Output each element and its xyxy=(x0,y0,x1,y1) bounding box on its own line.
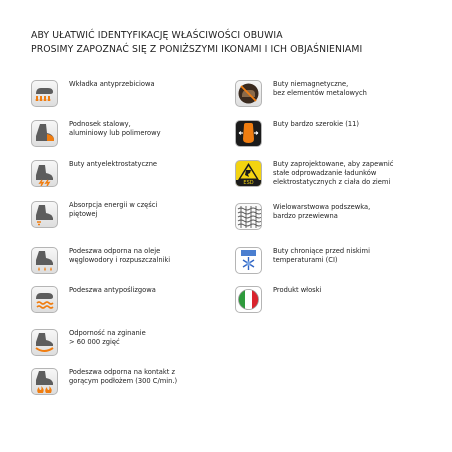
antistatic-icon xyxy=(31,160,58,187)
heel-energy-absorption-icon xyxy=(31,201,58,228)
feature-text: Buty niemagnetyczne, xyxy=(273,80,349,88)
feature-text: Buty antyelektrostatyczne xyxy=(69,160,158,168)
feature-text: Podeszwa odporna na oleje xyxy=(69,247,161,255)
feature-item-flex-resistance xyxy=(31,329,146,356)
made-in-italy-icon xyxy=(235,286,262,313)
feature-text: Buty bardzo szerokie (11) xyxy=(273,120,359,128)
feature-text: Buty zaprojektowane, aby zapewnić xyxy=(273,160,394,168)
feature-item-antistatic xyxy=(31,160,157,187)
multilayer-lining-icon xyxy=(235,203,262,230)
feature-text: Podeszwa antypoślizgowa xyxy=(69,286,156,294)
header-line-1: ABY UŁATWIĆ IDENTYFIKACJĘ WŁAŚCIWOŚCI OBUWIA xyxy=(31,30,283,41)
feature-text: bardzo przewiewna xyxy=(273,212,338,220)
feature-item-heat-resistant xyxy=(31,368,177,395)
page-header xyxy=(31,29,441,57)
feature-text: Buty chroniące przed niskimi xyxy=(273,247,370,255)
heat-resistant-sole-icon xyxy=(31,368,58,395)
feature-item-cold-protection xyxy=(235,247,370,274)
feature-item-non-magnetic xyxy=(235,80,367,107)
wide-fit-icon xyxy=(235,120,262,147)
feature-text: > 60 000 zgięć xyxy=(69,338,120,346)
esd-badge-label: ESD xyxy=(236,180,261,186)
feature-text: Podnosek stalowy, xyxy=(69,120,131,128)
flex-resistance-icon xyxy=(31,329,58,356)
feature-item-antislip xyxy=(31,286,156,313)
feature-text: Produkt włoski xyxy=(273,286,322,294)
feature-text: Wielowarstwowa podszewka, xyxy=(273,203,371,211)
feature-item-made-in-italy xyxy=(235,286,321,313)
feature-item-esd xyxy=(235,160,393,187)
feature-text: Wkładka antyprzebiciowa xyxy=(69,80,155,88)
non-magnetic-icon xyxy=(235,80,262,107)
feature-item-antiperforation xyxy=(31,80,155,107)
feature-item-multilayer-lining xyxy=(235,203,370,230)
header-line-2: PROSIMY ZAPOZNAĆ SIĘ Z PONIŻSZYMI IKONAMI I ICH OBJAŚNIENIAMI xyxy=(31,44,363,55)
esd-icon xyxy=(235,160,262,187)
antislip-sole-icon xyxy=(31,286,58,313)
feature-text: temperaturami (CI) xyxy=(273,256,338,264)
feature-item-oil-resistant xyxy=(31,247,170,274)
oil-resistant-sole-icon xyxy=(31,247,58,274)
feature-text: stałe odprowadzanie ładunków xyxy=(273,169,377,177)
feature-text: Absorpcja energii w części xyxy=(69,201,158,209)
feature-text: gorącym podłożem (300 C/min.) xyxy=(69,377,178,385)
feature-text: piętowej xyxy=(69,210,98,218)
feature-text: elektrostatycznych z ciała do ziemi xyxy=(273,178,391,186)
feature-text: Podeszwa odporna na kontakt z xyxy=(69,368,175,376)
feature-item-heel-energy xyxy=(31,201,157,228)
cold-protection-icon xyxy=(235,247,262,274)
steel-toecap-icon xyxy=(31,120,58,147)
feature-text: węglowodory i rozpuszczalniki xyxy=(69,256,171,264)
feature-text: Odporność na zginanie xyxy=(69,329,146,337)
antiperforation-insole-icon xyxy=(31,80,58,107)
feature-item-steel-toecap xyxy=(31,120,161,147)
feature-text: aluminiowy lub polimerowy xyxy=(69,129,161,137)
feature-item-wide-fit xyxy=(235,120,359,147)
feature-text: bez elementów metalowych xyxy=(273,89,367,97)
